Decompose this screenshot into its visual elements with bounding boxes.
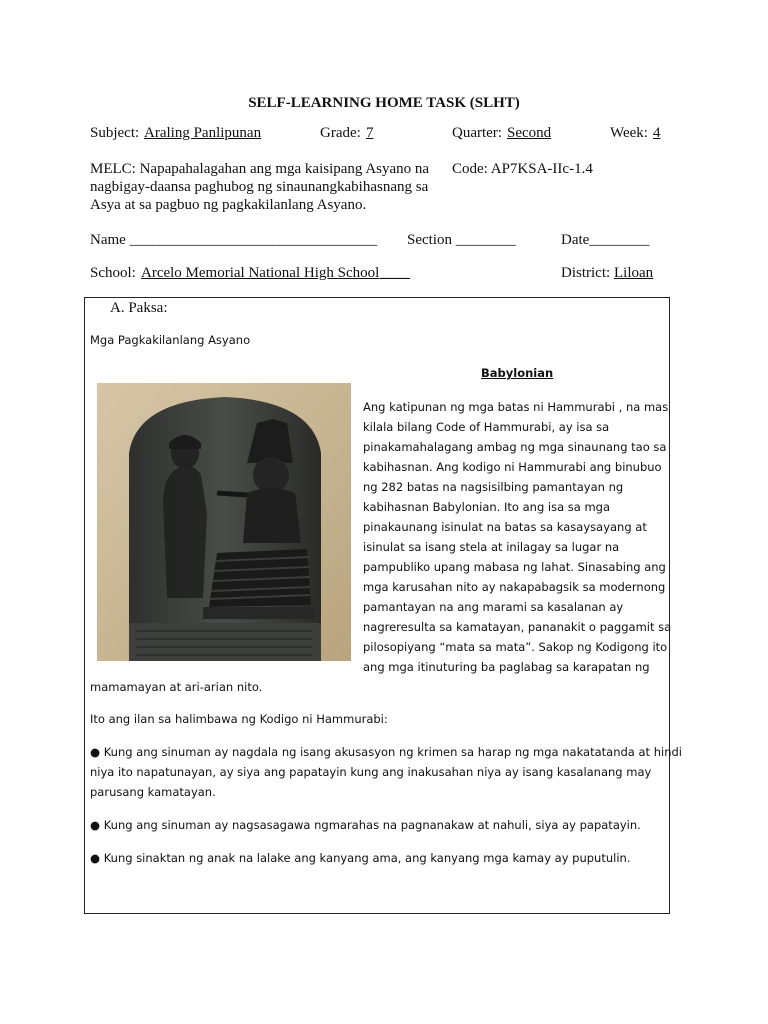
paragraph-line: ang mga itinuturing ba paglabag sa karapatan ng	[363, 660, 650, 674]
paragraph-line: mga karusahan nito ay nakapabagsik sa modernong	[363, 580, 666, 594]
grade-label: Grade:	[320, 125, 361, 141]
paragraph-line: isinulat sa isang stela at inilagay sa lugar na	[363, 540, 620, 554]
hammurabi-stela-image	[97, 383, 351, 661]
subject-value: Araling Panlipunan	[144, 125, 262, 141]
school-value: Arcelo Memorial National High School	[141, 265, 380, 281]
code-text: Code: AP7KSA-IIc-1.4	[452, 161, 593, 177]
paragraph-line: mamamayan at ari-arian nito.	[90, 680, 263, 694]
paragraph-line: ng 282 batas na nagsisilbing pamantayan ng	[363, 480, 624, 494]
paragraph-line: pinakaunang isinulat na batas sa kasaysayang at	[363, 520, 647, 534]
melc-line: Asya at sa pagbuo ng pagkakilanlang Asyano.	[90, 197, 367, 213]
bullet-item-1-line: parusang kamatayan.	[90, 785, 216, 799]
paragraph-line: pampubliko upang mabasa ng lahat. Sinasabing ang	[363, 560, 666, 574]
school-label: School:	[90, 265, 136, 281]
paragraph-line: pinakamahalagang ambag ng mga sinaunang tao sa	[363, 440, 667, 454]
quarter-value: Second	[507, 125, 552, 141]
paragraph-line: pilosopiyang “mata sa mata”. Sakop ng Kodigong ito	[363, 640, 668, 654]
district-label: District:	[561, 265, 611, 281]
quarter-label: Quarter:	[452, 125, 502, 141]
week-value: 4	[653, 125, 661, 141]
section-heading: A. Paksa:	[110, 300, 168, 316]
section-field: Section ________	[407, 232, 516, 248]
paragraph-line: Ang katipunan ng mga batas ni Hammurabi , na mas	[363, 400, 669, 414]
melc-line: nagbigay-daansa paghubog ng sinaunangkabihasnang sa	[90, 179, 429, 195]
bullet-item-1-line: ● Kung ang sinuman ay nagdala ng isang akusasyon ng krimen sa harap ng mga nakatatanda at hindi	[90, 745, 682, 759]
bullet-item-3: ● Kung sinaktan ng anak na lalake ang kanyang ama, ang kanyang mga kamay ay puputulin.	[90, 851, 631, 865]
school-trailing-line: ____	[380, 265, 410, 281]
name-field: Name _________________________________	[90, 232, 378, 248]
district-value: Liloan	[614, 265, 654, 281]
paragraph-line: pamantayan na ang marami sa kasalanan ay	[363, 600, 624, 614]
grade-value: 7	[366, 125, 374, 141]
paragraph-line: kilala bilang Code of Hammurabi, ay isa sa	[363, 420, 610, 434]
date-field: Date________	[561, 232, 650, 248]
melc-line: MELC: Napapahalagahan ang mga kaisipang Asyano na	[90, 161, 430, 177]
paragraph-line: kabihasnan Babylonian. Ito ang isa sa mga	[363, 500, 611, 514]
paragraph-line: nagreresulta sa kamatayan, pananakit o paggamit sa	[363, 620, 672, 634]
bullet-item-1-line: niya ito napatunayan, ay siya ang papatayin kung ang inakusahan niya ay isang kasalanang may	[90, 765, 652, 779]
examples-intro: Ito ang ilan sa halimbawa ng Kodigo ni Hammurabi:	[90, 712, 388, 726]
subject-label: Subject:	[90, 125, 140, 141]
page-title: SELF-LEARNING HOME TASK (SLHT)	[248, 95, 520, 111]
week-label: Week:	[610, 125, 648, 141]
subheading: Babylonian	[481, 366, 554, 380]
bullet-item-2: ● Kung ang sinuman ay nagsasagawa ngmarahas na pagnanakaw at nahuli, siya ay papatayin.	[90, 818, 641, 832]
topic-title: Mga Pagkakilanlang Asyano	[90, 333, 251, 347]
paragraph-line: kabihasnan. Ang kodigo ni Hammurabi ang binubuo	[363, 460, 662, 474]
